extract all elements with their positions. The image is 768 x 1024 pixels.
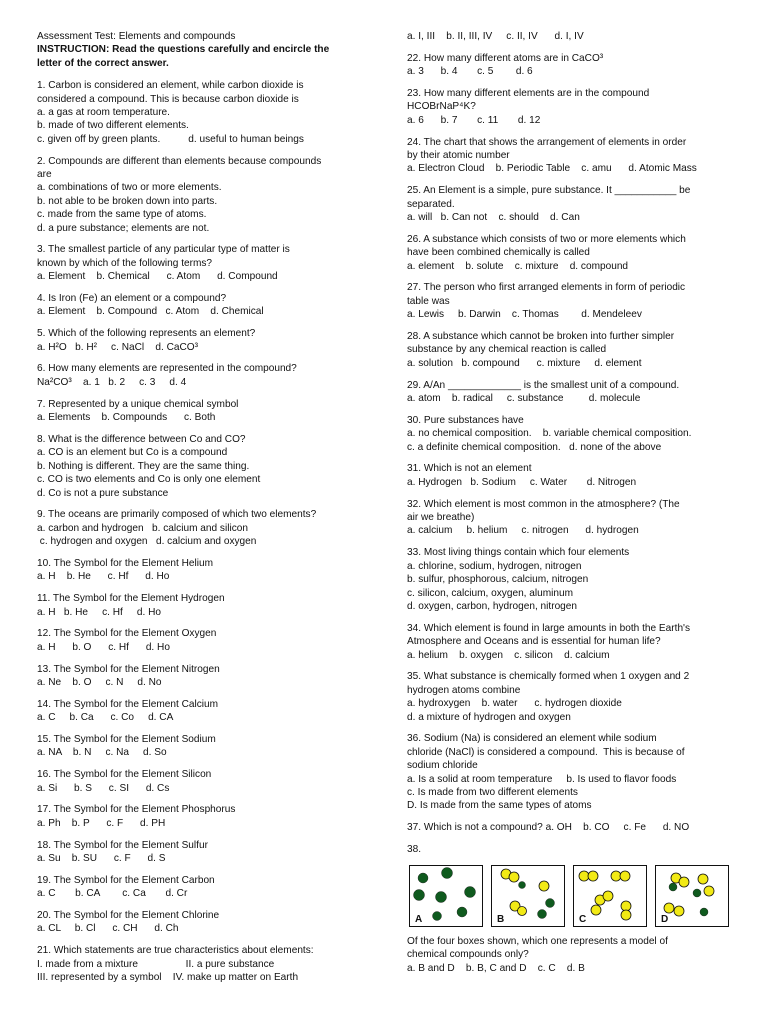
question-block: [37, 327, 362, 354]
question-line: 23. How many different elements are in the compound: [407, 88, 650, 99]
question-line: a. H b. He c. Hf d. Ho: [37, 571, 170, 583]
question-line: 35. What substance is chemically formed when 1 oxygen and 2: [407, 671, 690, 683]
question-line: HCOBrNaP⁴K?: [407, 101, 476, 113]
question-line: 8. What is the difference between Co and CO?: [37, 433, 246, 445]
dark-atom: [457, 907, 467, 917]
document-title: Assessment Test: Elements and compounds: [37, 31, 236, 42]
question-line: a. Electron Cloud b. Periodic Table c. amu d. Atomic Mass: [407, 163, 697, 175]
question-block: [407, 498, 739, 538]
question-line: d. Co is not a pure substance: [37, 487, 169, 499]
yellow-atom: [664, 903, 674, 913]
question-line: c. CO is two elements and Co is only one element: [37, 474, 261, 486]
question-block: [37, 362, 362, 389]
box-label: A: [415, 913, 423, 925]
question-block: [37, 243, 362, 283]
question-block: [37, 663, 362, 690]
model-box-b: [491, 865, 565, 927]
box-label: B: [497, 913, 505, 925]
question-line: a. NA b. N c. Na d. So: [37, 747, 167, 759]
dark-atom: [669, 883, 677, 891]
yellow-atom: [579, 871, 589, 881]
question-line: Na²CO³ a. 1 b. 2 c. 3 d. 4: [37, 376, 187, 388]
question-line: 12. The Symbol for the Element Oxygen: [37, 628, 217, 640]
question-block: [37, 944, 362, 984]
question-line: 4. Is Iron (Fe) an element or a compound?: [37, 293, 227, 305]
model-box-a: [409, 865, 483, 927]
question-line: 1. Carbon is considered an element, while carbon dioxide is: [37, 80, 304, 92]
question-line: 18. The Symbol for the Element Sulfur: [37, 839, 208, 851]
yellow-atom: [509, 872, 519, 882]
question-line: a. Is a solid at room temperature b. Is used to flavor foods: [407, 773, 677, 785]
question-line: a. combinations of two or more elements.: [37, 182, 222, 194]
dark-atom: [519, 881, 526, 888]
question-block: [407, 281, 739, 321]
question-block: [37, 733, 362, 760]
question-line: III. represented by a symbol IV. make up matter on Earth: [37, 971, 299, 983]
question-block: [37, 698, 362, 725]
question-block: [407, 233, 739, 273]
question-line: 27. The person who first arranged elements in form of periodic: [407, 282, 686, 294]
question-line: a. Element b. Chemical c. Atom d. Compound: [37, 271, 278, 283]
dark-atom: [414, 889, 425, 900]
question-block: [37, 433, 362, 500]
question-line: c. made from the same type of atoms.: [37, 209, 207, 221]
question-line: 22. How many different atoms are in CaCO³: [407, 52, 604, 64]
question-line: 15. The Symbol for the Element Sodium: [37, 733, 216, 745]
question-line: a. Hydrogen b. Sodium c. Water d. Nitrogen: [407, 476, 637, 488]
question-block: [407, 622, 739, 662]
question-line: a. Si b. S c. SI d. Cs: [37, 782, 170, 794]
dark-atom: [546, 898, 555, 907]
question-block: [37, 803, 362, 830]
question-line: I. made from a mixture II. a pure substance: [37, 958, 275, 970]
question-block: [407, 732, 739, 812]
question-line: 33. Most living things contain which four elements: [407, 547, 630, 559]
question-line: 25. An Element is a simple, pure substance. It ___________ be: [407, 185, 691, 197]
atom-model-figure: [407, 865, 739, 929]
yellow-atom: [591, 905, 601, 915]
question-block: [407, 546, 739, 613]
question-block: [407, 379, 739, 406]
question-line: 30. Pure substances have: [407, 414, 524, 426]
question-line: c. hydrogen and oxygen d. calcium and oxygen: [37, 536, 257, 548]
question-line: 31. Which is not an element: [407, 463, 532, 475]
question-line: table was: [407, 295, 450, 307]
question-line: Atmosphere and Oceans and is essential for human life?: [407, 636, 661, 648]
question-line: d. a mixture of hydrogen and oxygen: [407, 711, 571, 723]
question-line: a. H b. He c. Hf d. Ho: [37, 606, 161, 618]
yellow-atom: [603, 891, 613, 901]
box-label: D: [661, 913, 669, 925]
question-line: a. chlorine, sodium, hydrogen, nitrogen: [407, 560, 582, 572]
question-line: a. 3 b. 4 c. 5 d. 6: [407, 66, 533, 78]
header: [37, 30, 362, 70]
question-block: [37, 627, 362, 654]
question-block: [37, 909, 362, 936]
question-block: [407, 670, 739, 724]
yellow-atom: [621, 910, 631, 920]
question-line: a. I, III b. II, III, IV c. II, IV d. I, IV: [407, 31, 584, 42]
dark-atom: [433, 911, 442, 920]
question-line: 37. Which is not a compound? a. OH b. CO c. Fe d. NO: [407, 822, 690, 834]
question-line: 28. A substance which cannot be broken into further simpler: [407, 331, 675, 343]
question-line: a. Elements b. Compounds c. Both: [37, 412, 216, 424]
dark-atom: [538, 909, 547, 918]
question-line: 6. How many elements are represented in the compound?: [37, 363, 297, 375]
question-line: considered a compound. This is because carbon dioxide is: [37, 93, 299, 105]
question-line: hydrogen atoms combine: [407, 684, 521, 696]
question-line: a. carbon and hydrogen b. calcium and silicon: [37, 522, 248, 534]
yellow-atom: [620, 871, 630, 881]
question-line: b. Nothing is different. They are the same thing.: [37, 460, 250, 472]
model-box-c: [573, 865, 647, 927]
question-line: a. helium b. oxygen c. silicon d. calcium: [407, 649, 610, 661]
yellow-atom: [611, 871, 621, 881]
dark-atom: [418, 873, 428, 883]
yellow-atom: [539, 881, 549, 891]
question-block: [37, 768, 362, 795]
question-line: have been combined chemically is called: [407, 247, 590, 259]
question-line: c. silicon, calcium, oxygen, aluminum: [407, 587, 574, 599]
question-line: known by which of the following terms?: [37, 257, 213, 269]
question-block: [407, 821, 739, 834]
question-line: 10. The Symbol for the Element Helium: [37, 557, 213, 569]
question-line: 5. Which of the following represents an element?: [37, 328, 256, 340]
yellow-atom: [674, 906, 684, 916]
question-line: 24. The chart that shows the arrangement of elements in order: [407, 136, 687, 148]
question-line: a. H b. O c. Hf d. Ho: [37, 641, 170, 653]
question-line: 34. Which element is found in large amounts in both the Earth's: [407, 622, 691, 634]
question-block: [407, 30, 739, 43]
question-line: 11. The Symbol for the Element Hydrogen: [37, 593, 225, 605]
dark-atom: [693, 889, 701, 897]
question-line: a. C b. CA c. Ca d. Cr: [37, 888, 188, 900]
question-line: by their atomic number: [407, 150, 510, 162]
question-block: [37, 839, 362, 866]
question-line: 17. The Symbol for the Element Phosphorus: [37, 804, 236, 816]
question-line: 2. Compounds are different than elements because compounds: [37, 155, 322, 167]
question-block: [407, 184, 739, 224]
instruction-line: INSTRUCTION: Read the questions carefully and encircle the: [37, 44, 330, 56]
question-line: chloride (NaCl) is considered a compound. This is because of: [407, 746, 685, 758]
question-line: substance by any chemical reaction is called: [407, 344, 607, 356]
question-line: a. Ph b. P c. F d. PH: [37, 817, 166, 829]
question-line: a. Su b. SU c. F d. S: [37, 852, 166, 864]
question-line: a. no chemical composition. b. variable chemical composition.: [407, 428, 692, 440]
question-line: air we breathe): [407, 512, 475, 524]
question-line: separated.: [407, 198, 455, 210]
question-line: a. Ne b. O c. N d. No: [37, 676, 162, 688]
question-block: [37, 508, 362, 548]
yellow-atom: [679, 877, 689, 887]
question-block: [37, 155, 362, 235]
question-line: b. sulfur, phosphorous, calcium, nitrogen: [407, 574, 589, 586]
question-block: [37, 874, 362, 901]
question-line: a. will b. Can not c. should d. Can: [407, 212, 580, 224]
question-line: 26. A substance which consists of two or more elements which: [407, 233, 686, 245]
question-block: [407, 414, 739, 454]
question-line: a. hydroxygen b. water c. hydrogen dioxide: [407, 698, 622, 710]
question-line: 36. Sodium (Na) is considered an element while sodium: [407, 733, 657, 745]
question-line: 19. The Symbol for the Element Carbon: [37, 874, 215, 886]
yellow-atom: [518, 906, 527, 915]
question-block: [407, 843, 739, 856]
left-column: [37, 30, 362, 993]
question-line: b. made of two different elements.: [37, 120, 189, 132]
question-line: a. B and D b. B, C and D c. C d. B: [407, 962, 585, 974]
question-line: c. given off by green plants. d. useful to human beings: [37, 133, 304, 145]
question-line: 16. The Symbol for the Element Silicon: [37, 769, 212, 781]
question-line: a. element b. solute c. mixture d. compound: [407, 260, 629, 272]
question-block: [37, 557, 362, 584]
question-line: sodium chloride: [407, 760, 478, 772]
question-line: 3. The smallest particle of any particular type of matter is: [37, 244, 290, 256]
box-label: C: [579, 913, 587, 925]
question-block: [37, 398, 362, 425]
yellow-atom: [588, 871, 598, 881]
question-line: c. Is made from two different elements: [407, 786, 578, 798]
question-line: 20. The Symbol for the Element Chlorine: [37, 909, 220, 921]
question-line: a. Lewis b. Darwin c. Thomas d. Mendeleev: [407, 309, 642, 321]
question-block: [407, 330, 739, 370]
left-question-list: [37, 79, 362, 984]
question-line: 13. The Symbol for the Element Nitrogen: [37, 663, 220, 675]
question-line: a. C b. Ca c. Co d. CA: [37, 712, 174, 724]
question-line: Of the four boxes shown, which one represents a model of: [407, 935, 668, 947]
question-line: 9. The oceans are primarily composed of which two elements?: [37, 509, 317, 521]
question-line: 14. The Symbol for the Element Calcium: [37, 698, 219, 710]
question-block: [37, 79, 362, 146]
question-block: [37, 592, 362, 619]
dark-atom: [700, 908, 708, 916]
question-line: 38.: [407, 843, 422, 855]
yellow-atom: [621, 901, 631, 911]
question-line: 7. Represented by a unique chemical symbol: [37, 398, 239, 410]
question-line: 32. Which element is most common in the atmosphere? (The: [407, 498, 680, 510]
question-line: 29. A/An _____________ is the smallest unit of a compound.: [407, 379, 680, 391]
question-block: [407, 136, 739, 176]
question-line: a. H²O b. H² c. NaCl d. CaCO³: [37, 341, 198, 353]
question-line: a. calcium b. helium c. nitrogen d. hydrogen: [407, 525, 639, 537]
question-line: d. a pure substance; elements are not.: [37, 222, 210, 234]
question-line: a. solution b. compound c. mixture d. element: [407, 357, 642, 369]
question-block: [37, 292, 362, 319]
question-line: are: [37, 169, 52, 181]
question-line: D. Is made from the same types of atoms: [407, 800, 592, 812]
right-column: [407, 30, 739, 983]
question-line: chemical compounds only?: [407, 949, 529, 961]
question-line: b. not able to be broken down into parts.: [37, 195, 218, 207]
question-38-prompt: [407, 935, 739, 975]
question-line: a. atom b. radical c. substance d. molecule: [407, 393, 641, 405]
question-line: a. 6 b. 7 c. 11 d. 12: [407, 114, 541, 126]
question-block: [407, 462, 739, 489]
right-question-list: [407, 30, 739, 856]
question-line: a. Element b. Compound c. Atom d. Chemical: [37, 306, 264, 318]
question-block: [407, 87, 739, 127]
question-block: [407, 52, 739, 79]
yellow-atom: [704, 886, 714, 896]
model-box-d: [655, 865, 729, 927]
question-line: a. CO is an element but Co is a compound: [37, 447, 228, 459]
question-line: d. oxygen, carbon, hydrogen, nitrogen: [407, 600, 578, 612]
question-line: a. CL b. Cl c. CH d. Ch: [37, 923, 179, 935]
dark-atom: [436, 891, 447, 902]
question-line: a. a gas at room temperature.: [37, 107, 170, 119]
question-line: 21. Which statements are true characteristics about elements:: [37, 945, 314, 957]
instruction-line: letter of the correct answer.: [37, 57, 169, 69]
dark-atom: [465, 886, 476, 897]
yellow-atom: [698, 874, 708, 884]
dark-atom: [442, 867, 453, 878]
question-line: c. a definite chemical composition. d. none of the above: [407, 441, 662, 453]
